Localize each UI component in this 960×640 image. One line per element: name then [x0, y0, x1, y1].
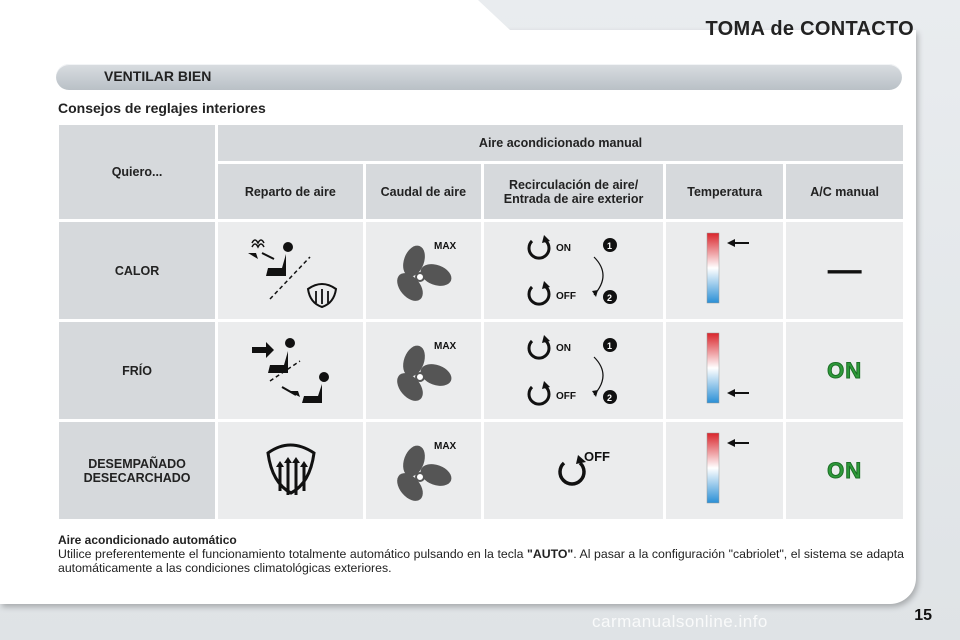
- row-label-line1: FRÍO: [122, 363, 152, 378]
- air-distribution-cell: [218, 422, 363, 519]
- col-ac-manual: A/C manual: [786, 164, 903, 219]
- fan-icon: [378, 429, 468, 509]
- automatic-text-before: Utilice preferentemente el funcionamiento totalmente automático pulsando en la tecla: [58, 547, 527, 561]
- step-2-label: 2: [606, 293, 612, 303]
- row-label-line1: CALOR: [114, 263, 160, 278]
- tab-slope: [470, 0, 510, 30]
- col-recirc-line2: Entrada de aire exterior: [503, 191, 644, 206]
- row-label: [59, 422, 215, 519]
- air-flow-cell: [366, 422, 482, 519]
- recirc-off-label: OFF: [555, 391, 576, 402]
- ac-manual-cell: [786, 222, 903, 319]
- auto-key-label: "AUTO": [526, 547, 574, 561]
- col-temperature: Temperatura: [666, 164, 783, 219]
- face-feet-distribution-icon: [230, 329, 350, 409]
- recirc-on-label: ON: [555, 243, 571, 254]
- sub-title: Consejos de reglajes interiores: [58, 100, 266, 116]
- ac-manual-cell: [786, 422, 903, 519]
- ac-manual-cell: [786, 322, 903, 419]
- recirculation-cell: [484, 422, 663, 519]
- windscreen-demist-icon: [230, 429, 350, 509]
- step-1-label: 1: [606, 241, 612, 251]
- ac-on-label: ON: [827, 457, 863, 483]
- ac-on-label: ON: [827, 357, 863, 383]
- row-label: [59, 322, 215, 419]
- recirc-off-label: OFF: [583, 449, 610, 464]
- col-air-flow: Caudal de aire: [366, 164, 482, 219]
- settings-table: [56, 122, 906, 522]
- flow-max-badge: MAX: [434, 241, 457, 252]
- table-row: [59, 322, 903, 419]
- feet-windscreen-distribution-icon: [230, 229, 350, 309]
- air-distribution-cell: [218, 322, 363, 419]
- section-title: VENTILAR BIEN: [104, 68, 212, 84]
- air-distribution-cell: [218, 222, 363, 319]
- temperature-cell: [666, 422, 783, 519]
- flow-max-badge: MAX: [434, 441, 457, 452]
- col-recirc-line1: Recirculación de aire/: [508, 177, 639, 192]
- automatic-ac-title: Aire acondicionado automático: [58, 533, 237, 547]
- temperature-hot-icon: [685, 429, 765, 509]
- automatic-text-after: . Al pasar a la configuración "cabriolet", el sistema se adapta automáticamente a las condiciones climatológicas exteriores.: [58, 547, 904, 575]
- ac-off-dash: —: [827, 251, 862, 289]
- recirculation-cell: [484, 222, 663, 319]
- step-2-label: 2: [606, 393, 612, 403]
- page-title: TOMA de CONTACTO: [705, 18, 914, 40]
- corner-header: Quiero...: [59, 125, 215, 219]
- group-header: Aire acondicionado manual: [218, 125, 903, 161]
- temperature-cell: [666, 322, 783, 419]
- col-air-distribution: Reparto de aire: [218, 164, 363, 219]
- recirc-on-label: ON: [555, 343, 571, 354]
- recirculation-icon: [514, 329, 634, 409]
- recirculation-icon: [514, 229, 634, 309]
- table-row: [59, 422, 903, 519]
- fan-icon: [378, 229, 468, 309]
- row-label-line2: DESECARCHADO: [83, 470, 191, 485]
- temperature-cell: [666, 222, 783, 319]
- recirculation-off-icon: [514, 429, 634, 509]
- row-label-line1: DESEMPAÑADO: [88, 456, 186, 471]
- row-label: [59, 222, 215, 319]
- air-flow-cell: [366, 222, 482, 319]
- step-1-label: 1: [606, 341, 612, 351]
- page-number: 15: [914, 607, 932, 624]
- fan-icon: [378, 329, 468, 409]
- watermark: carmanualsonline.info: [592, 612, 768, 631]
- temperature-hot-icon: [685, 229, 765, 309]
- recirc-off-label: OFF: [555, 291, 576, 302]
- table-row: [59, 222, 903, 319]
- recirculation-cell: [484, 322, 663, 419]
- automatic-ac-text: [58, 547, 904, 575]
- flow-max-badge: MAX: [434, 341, 457, 352]
- col-recirculation: [484, 164, 663, 219]
- air-flow-cell: [366, 322, 482, 419]
- temperature-cold-icon: [685, 329, 765, 409]
